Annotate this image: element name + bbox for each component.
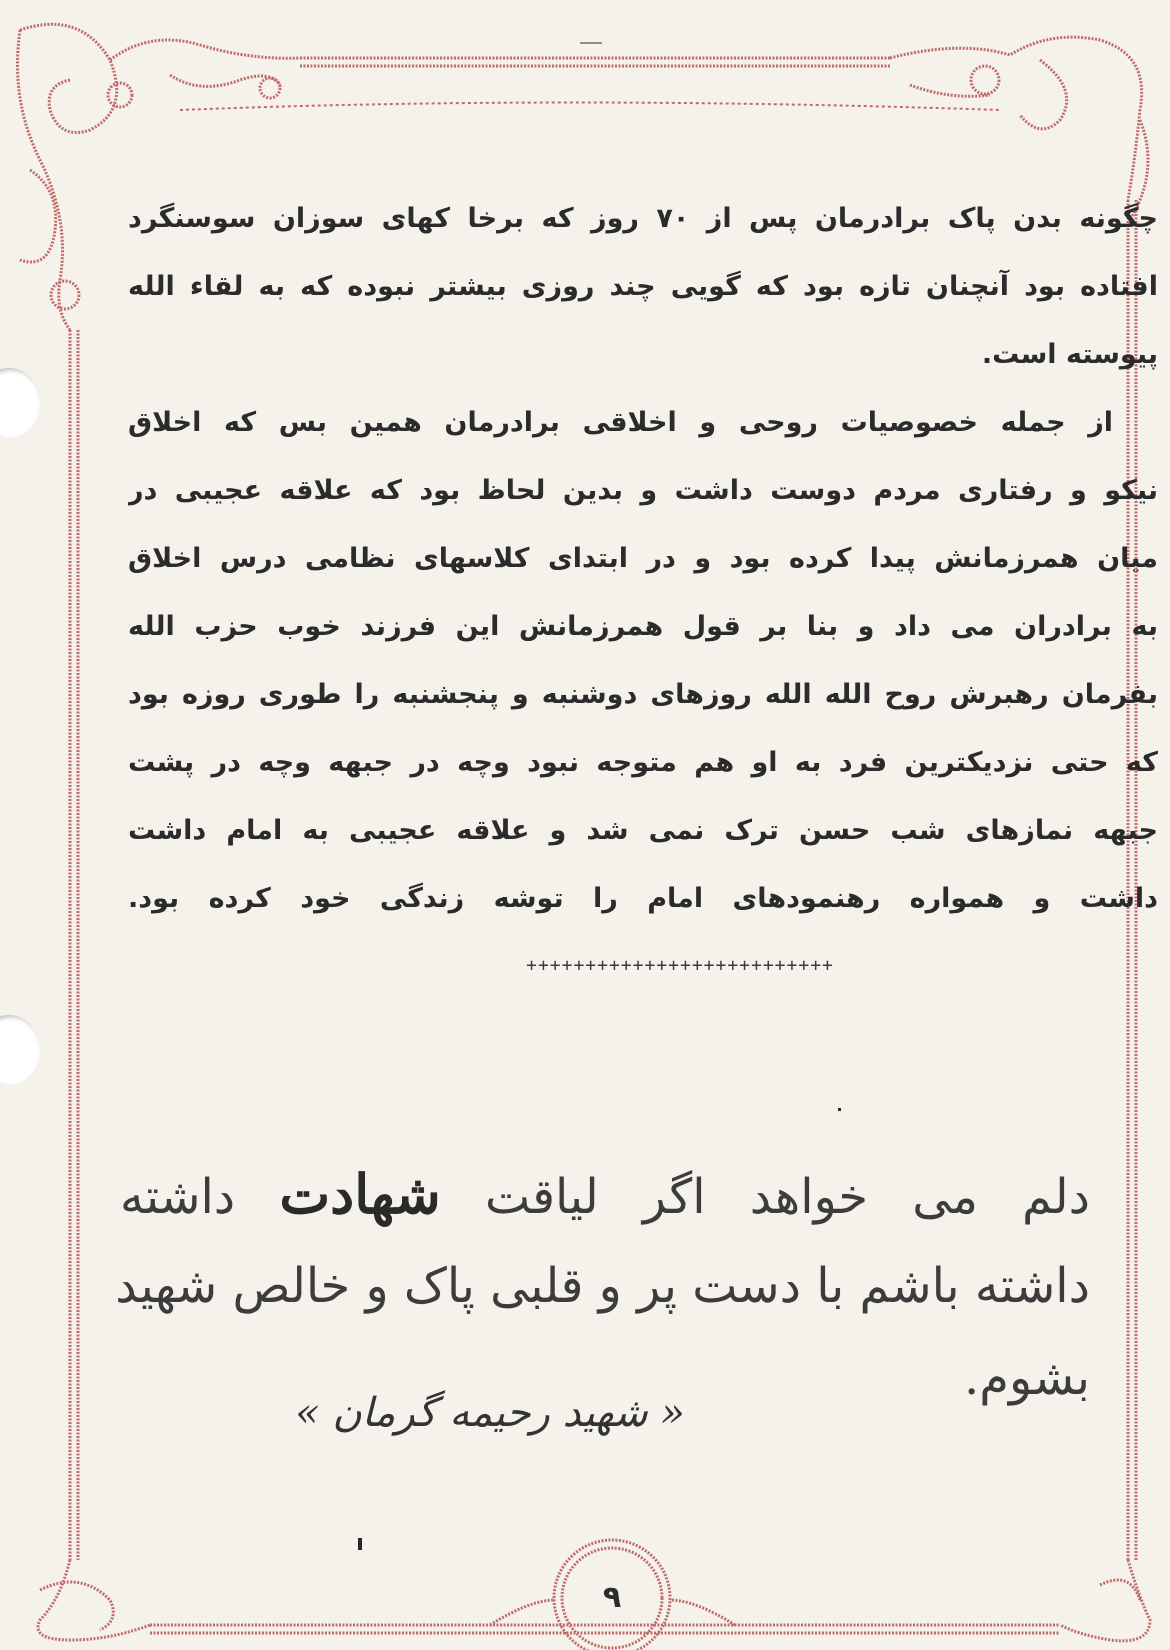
quote-line-3: بشوم.: [964, 1350, 1090, 1406]
body-line: از جمله خصوصیات روحی و اخلاقی برادرمان همین بس که اخلاق: [128, 407, 1113, 438]
body-line: به برادران می داد و بنا بر قول همرزمانش این فرزند خوب حزب الله: [128, 611, 1158, 642]
quote-attribution: « شهید رحیمه گرمان »: [295, 1390, 685, 1436]
body-line: جبهه نمازهای شب حسن ترک نمی شد و علاقه عجیبی به امام داشت: [128, 815, 1158, 846]
quote-text: داشته: [120, 1169, 236, 1225]
quote-line-1: [120, 1148, 1090, 1240]
body-line: نیکو و رفتاری مردم دوست داشت و بدین لحاظ بود که علاقه عجیبی در: [128, 475, 1158, 506]
page-number: ۹: [602, 1580, 622, 1615]
quote-line-2: داشته باشم با دست پر و قلبی پاک و خالص شهید: [115, 1258, 1090, 1314]
quote-emphasis: شهادت: [279, 1162, 441, 1226]
ink-speck: [838, 1108, 841, 1111]
body-line: بفرمان رهبرش روح الله الله روزهای دوشنبه و پنجشنبه را طوری روزه بود: [128, 679, 1158, 710]
section-separator: ++++++++++++++++++++++++++: [526, 955, 834, 976]
body-paragraphs: [128, 185, 1158, 933]
quote-block: [115, 1148, 1090, 1424]
body-line: چگونه بدن پاک برادرمان پس از ۷۰ روز که برخا کهای سوزان سوسنگرد: [128, 203, 1158, 234]
body-line: داشت و همواره رهنمودهای امام را توشه زندگی خود کرده بود.: [128, 883, 1158, 914]
body-line: پیوسته است.: [981, 339, 1158, 370]
quote-text: دلم می خواهد اگر لیاقت: [484, 1169, 1090, 1225]
body-line: میان همرزمانش پیدا کرده بود و در ابتدای کلاسهای نظامی درس اخلاق: [128, 543, 1158, 574]
body-line: افتاده بود آنچنان تازه بود که گویی چند روزی بیشتر نبوده که به لقاء الله: [128, 271, 1158, 302]
ink-speck: [580, 42, 602, 44]
ink-speck: [358, 1538, 362, 1550]
body-line: که حتی نزدیکترین فرد به او هم متوجه نبود وچه در جبهه وچه در پشت: [128, 747, 1158, 778]
